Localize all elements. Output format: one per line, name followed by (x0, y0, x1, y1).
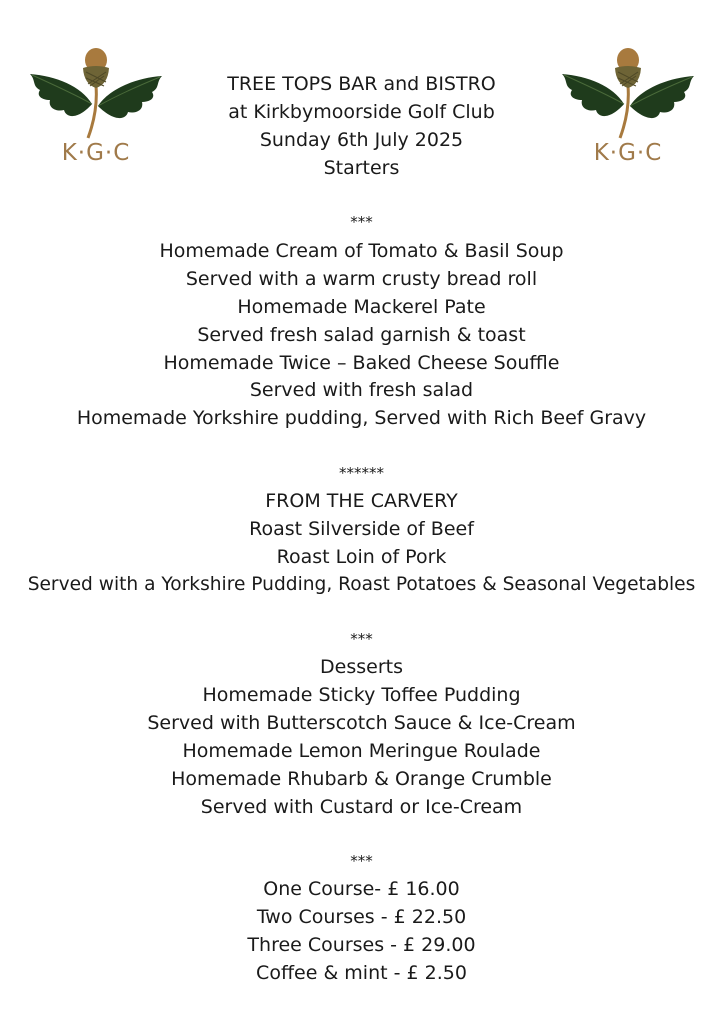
venue-title: TREE TOPS BAR and BISTRO (227, 73, 496, 95)
menu-item: Homemade Sticky Toffee Pudding (202, 684, 521, 706)
starters-heading: Starters (323, 157, 400, 179)
menu-item: Homemade Cream of Tomato & Basil Soup (159, 240, 564, 262)
logo-text: K·G·C (61, 140, 131, 166)
section-divider: *** (350, 630, 373, 648)
menu-item: Roast Silverside of Beef (249, 518, 474, 540)
menu-item: Served fresh salad garnish & toast (197, 324, 526, 346)
menu-date: Sunday 6th July 2025 (259, 129, 464, 151)
menu-item: Served with Custard or Ice-Cream (200, 796, 523, 818)
menu-item: Homemade Twice – Baked Cheese Souffle (163, 352, 560, 374)
section-divider: *** (350, 213, 373, 231)
price-line: Two Courses - £ 22.50 (256, 906, 467, 928)
club-name: at Kirkbymoorside Golf Club (228, 101, 495, 123)
menu-item: Homemade Mackerel Pate (237, 296, 486, 318)
menu-item: Served with Butterscotch Sauce & Ice-Cream (147, 712, 576, 734)
section-divider: ****** (339, 464, 384, 482)
logo-text: K·G·C (593, 140, 663, 166)
price-line: One Course- £ 16.00 (263, 878, 460, 900)
price-line: Coffee & mint - £ 2.50 (256, 962, 467, 984)
section-divider: *** (350, 852, 373, 870)
menu-item: Homemade Lemon Meringue Roulade (182, 740, 541, 762)
carvery-heading: FROM THE CARVERY (265, 490, 458, 512)
desserts-heading: Desserts (320, 656, 403, 678)
menu-item: Homemade Rhubarb & Orange Crumble (171, 768, 552, 790)
menu-item: Roast Loin of Pork (276, 546, 447, 568)
menu-item: Served with a warm crusty bread roll (185, 268, 538, 290)
menu-item: Served with a Yorkshire Pudding, Roast Potatoes & Seasonal Vegetables (27, 574, 696, 595)
price-line: Three Courses - £ 29.00 (247, 934, 476, 956)
menu-item: Served with fresh salad (249, 379, 474, 401)
menu-item: Homemade Yorkshire pudding, Served with Rich Beef Gravy (76, 407, 647, 429)
